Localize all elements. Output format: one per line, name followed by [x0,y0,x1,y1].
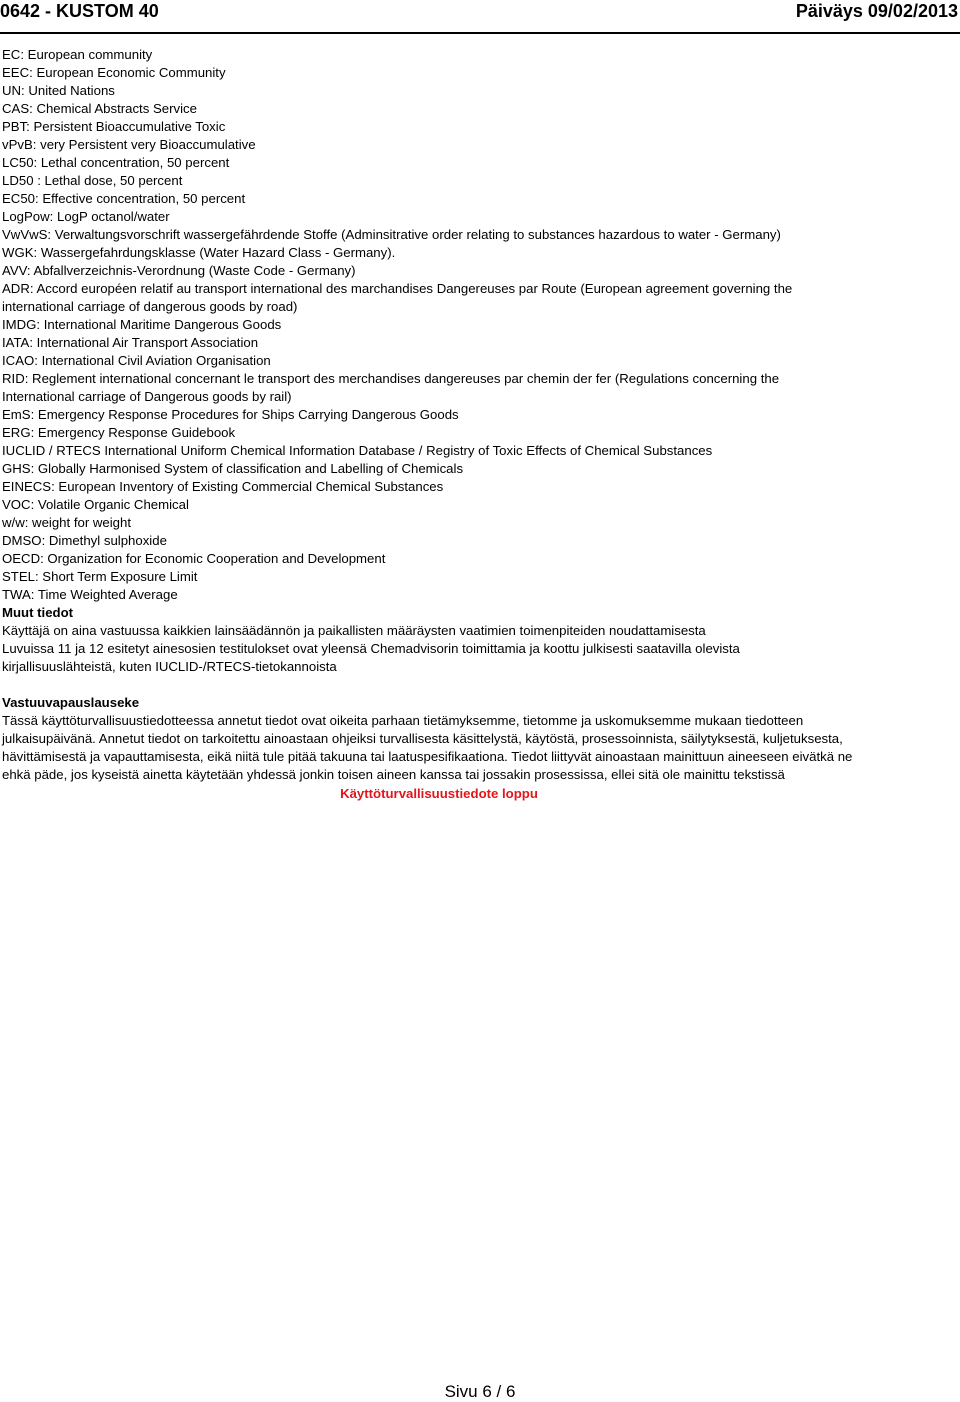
abbreviation-item: OECD: Organization for Economic Cooperation and Development [2,551,386,566]
abbreviation-item: EC: European community [2,47,153,62]
abbreviation-item: WGK: Wassergefahrdungsklasse (Water Hazard Class - Germany). [2,245,396,260]
abbreviation-item: LC50: Lethal concentration, 50 percent [2,155,230,170]
abbreviation-item: VwVwS: Verwaltungsvorschrift wassergefährdende Stoffe (Adminsitrative order relating to substances hazardous to water - Germany) [2,227,781,242]
abbreviation-item: LD50 : Lethal dose, 50 percent [2,173,183,188]
abbreviation-item: AVV: Abfallverzeichnis-Verordnung (Waste Code - Germany) [2,263,356,278]
abbreviation-item: LogPow: LogP octanol/water [2,209,170,224]
abbreviation-item: GHS: Globally Harmonised System of classification and Labelling of Chemicals [2,461,464,476]
abbreviation-item: VOC: Volatile Organic Chemical [2,497,189,512]
disclaimer-section [2,694,956,784]
abbreviation-item: CAS: Chemical Abstracts Service [2,101,197,116]
abbreviation-rid-line-2: International carriage of Dangerous goods by rail) [2,389,292,404]
page-header [0,0,960,34]
abbreviation-item: EmS: Emergency Response Procedures for Ships Carrying Dangerous Goods [2,407,459,422]
abbreviation-item: PBT: Persistent Bioaccumulative Toxic [2,119,226,134]
other-info-line: Käyttäjä on aina vastuussa kaikkien lainsäädännön ja paikallisten määräysten vaatimien toimenpiteiden noudattamisesta [2,623,706,638]
abbreviation-adr-line-2: international carriage of dangerous goods by road) [2,299,298,314]
disclaimer-line: hävittämisestä ja vapauttamisesta, eikä niitä tule pitää takuuna tai laatuspesifikaationa. Tiedot liittyvät ainoastaan mainittuun aineeseen eivätkä ne [2,749,853,764]
document-body [2,46,956,803]
disclaimer-line: julkaisupäivänä. Annetut tiedot on tarkoitettu ainoastaan ohjeiksi turvallisesta käsittelystä, käytöstä, prosessoinnista, säilytyksestä, kuljetuksesta, [2,731,843,746]
abbreviation-adr-line-1: ADR: Accord européen relatif au transport international des marchandises Dangereuses par Route (European agreement governing the [2,281,793,296]
abbreviation-item: STEL: Short Term Exposure Limit [2,569,198,584]
document-end-marker: Käyttöturvallisuustiedote loppu [340,786,538,801]
abbreviation-item: ERG: Emergency Response Guidebook [2,425,236,440]
document-date: Päiväys 09/02/2013 [795,1,958,21]
abbreviation-item: vPvB: very Persistent very Bioaccumulative [2,137,256,152]
abbreviation-item: IMDG: International Maritime Dangerous Goods [2,317,282,332]
other-info-line: kirjallisuuslähteistä, kuten IUCLID-/RTECS-tietokannoista [2,659,337,674]
other-info-heading: Muut tiedot [2,605,74,620]
abbreviation-item: TWA: Time Weighted Average [2,587,178,602]
abbreviations-list [2,46,956,604]
other-info-line: Luvuissa 11 ja 12 esitetyt ainesosien testitulokset ovat yleensä Chemadvisorin toimittamia ja koottu julkisesti saatavilla olevista [2,641,740,656]
abbreviation-rid-line-1: RID: Reglement international concernant le transport des merchandises dangereuses par chemin der fer (Regulations concerning the [2,371,780,386]
document-title: 0642 - KUSTOM 40 [0,1,159,21]
abbreviation-item: EC50: Effective concentration, 50 percent [2,191,246,206]
page-number: Sivu 6 / 6 [444,1382,516,1401]
abbreviation-item: IUCLID / RTECS International Uniform Chemical Information Database / Registry of Toxic Effects of Chemical Substances [2,443,713,458]
disclaimer-line: ehkä päde, jos kyseistä ainetta käytetään yhdessä jonkin toisen aineen kanssa tai jossakin prosessissa, ellei sitä ole mainittu tekstissä [2,767,785,782]
abbreviation-item: UN: United Nations [2,83,115,98]
other-info-section [2,604,956,676]
abbreviation-item: IATA: International Air Transport Association [2,335,259,350]
abbreviation-item: DMSO: Dimethyl sulphoxide [2,533,167,548]
disclaimer-line: Tässä käyttöturvallisuustiedotteessa annetut tiedot ovat oikeita parhaan tietämyksemme, tietomme ja uskomuksemme mukaan tiedotteen [2,713,804,728]
abbreviation-item: EEC: European Economic Community [2,65,226,80]
section-spacer [2,676,956,694]
abbreviation-item: EINECS: European Inventory of Existing Commercial Chemical Substances [2,479,444,494]
abbreviation-item: ICAO: International Civil Aviation Organisation [2,353,271,368]
abbreviation-item: w/w: weight for weight [2,515,131,530]
disclaimer-heading: Vastuuvapauslauseke [2,695,140,710]
